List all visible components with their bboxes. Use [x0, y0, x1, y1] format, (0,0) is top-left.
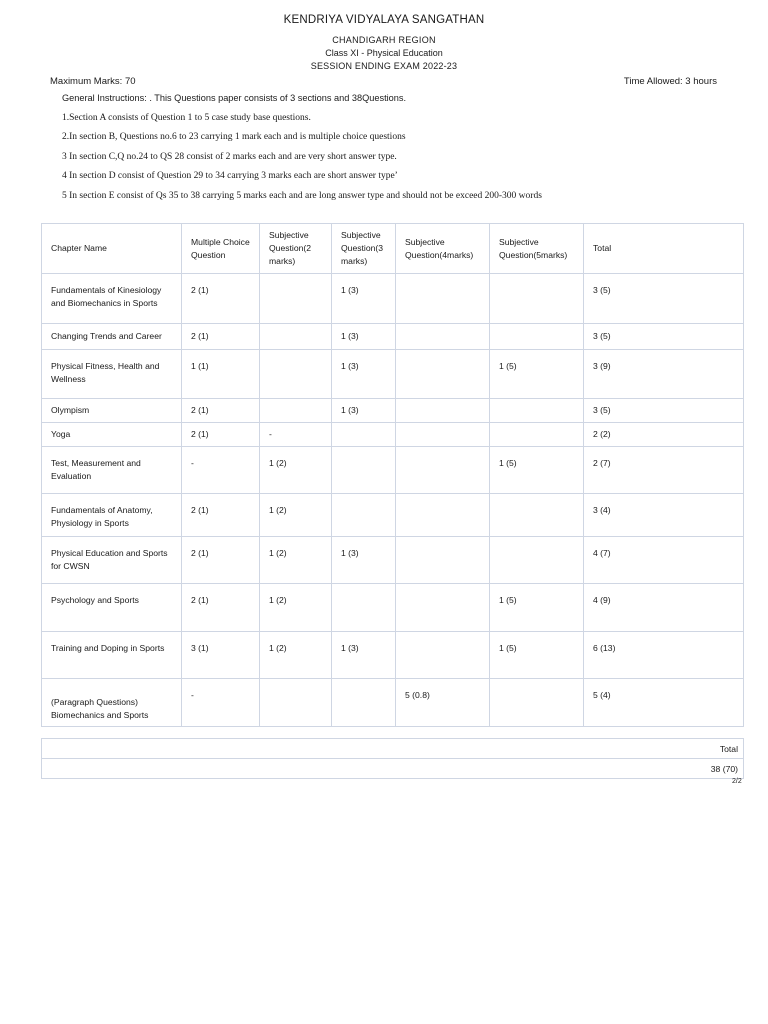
- table-row: [42, 679, 744, 727]
- cell: 3 (1): [182, 632, 260, 679]
- cell: [260, 679, 332, 727]
- org-title: KENDRIYA VIDYALAYA SANGATHAN: [283, 14, 485, 26]
- cell: [490, 399, 584, 423]
- chapter-name: Fundamentals of Kinesiology and Biomechanics in Sports: [42, 274, 182, 324]
- cell: 1 (5): [490, 447, 584, 494]
- cell: [396, 324, 490, 350]
- cell: 2 (1): [182, 399, 260, 423]
- cell: 2 (1): [182, 324, 260, 350]
- cell: 1 (2): [260, 494, 332, 537]
- cell: [396, 423, 490, 447]
- header-total: Total: [584, 224, 744, 274]
- instruction-item: 3 In section C,Q no.24 to QS 28 consist of 2 marks each and are very short answer type.: [62, 152, 397, 162]
- chapter-name: Changing Trends and Career: [42, 324, 182, 350]
- chapter-name: Training and Doping in Sports: [42, 632, 182, 679]
- header-chapter: Chapter Name: [42, 224, 182, 274]
- maximum-marks: Maximum Marks: 70: [50, 76, 136, 87]
- table-row: [42, 632, 744, 679]
- cell: 5 (0.8): [396, 679, 490, 727]
- table-row: [42, 584, 744, 632]
- cell-total: 6 (13): [584, 632, 744, 679]
- chapter-name: (Paragraph Questions) Biomechanics and Sports: [42, 679, 182, 727]
- cell: [490, 324, 584, 350]
- cell: [490, 423, 584, 447]
- cell: 1 (2): [260, 537, 332, 584]
- cell-total: 3 (4): [584, 494, 744, 537]
- exam-title: SESSION ENDING EXAM 2022-23: [310, 61, 458, 71]
- chapter-name: Olympism: [42, 399, 182, 423]
- instruction-item: 5 In section E consist of Qs 35 to 38 carrying 5 marks each and are long answer type and should not be exceed 200-300 words: [62, 191, 542, 201]
- table-row: [42, 399, 744, 423]
- header-2marks: Subjective Question(2 marks): [260, 224, 332, 274]
- instruction-item: 4 In section D consist of Question 29 to 34 carrying 3 marks each are short answer type’: [62, 171, 398, 181]
- cell: [332, 423, 396, 447]
- general-instructions: General Instructions: . This Questions paper consists of 3 sections and 38Questions.: [62, 93, 407, 103]
- table-row: [42, 423, 744, 447]
- cell: [490, 679, 584, 727]
- cell: 2 (1): [182, 274, 260, 324]
- table-row: [42, 324, 744, 350]
- cell: [332, 679, 396, 727]
- cell-total: 3 (5): [584, 324, 744, 350]
- chapter-name: Psychology and Sports: [42, 584, 182, 632]
- chapter-name: Fundamentals of Anatomy, Physiology in Sports: [42, 494, 182, 537]
- header-3marks: Subjective Question(3 marks): [332, 224, 396, 274]
- cell: [396, 632, 490, 679]
- cell-total: 2 (7): [584, 447, 744, 494]
- chapter-name: Physical Education and Sports for CWSN: [42, 537, 182, 584]
- cell: 1 (5): [490, 584, 584, 632]
- cell: 1 (3): [332, 537, 396, 584]
- cell: [490, 537, 584, 584]
- cell: 1 (5): [490, 632, 584, 679]
- region-title: CHANDIGARH REGION: [332, 35, 436, 45]
- instruction-item: 2.In section B, Questions no.6 to 23 carrying 1 mark each and is multiple choice questions: [62, 132, 406, 142]
- cell-total: 3 (9): [584, 350, 744, 399]
- table-row: [42, 494, 744, 537]
- cell: 1 (5): [490, 350, 584, 399]
- cell: 1 (3): [332, 632, 396, 679]
- cell: [490, 274, 584, 324]
- cell-total: 5 (4): [584, 679, 744, 727]
- totals-value: 38 (70): [42, 759, 744, 779]
- totals-label: Total: [42, 739, 744, 759]
- cell: 1 (2): [260, 632, 332, 679]
- cell: 1 (3): [332, 324, 396, 350]
- table-row: [42, 274, 744, 324]
- cell: [396, 537, 490, 584]
- chapter-name: Test, Measurement and Evaluation: [42, 447, 182, 494]
- cell: [490, 494, 584, 537]
- cell: 1 (3): [332, 274, 396, 324]
- blueprint-table: [41, 223, 744, 727]
- header-mcq: Multiple Choice Question: [182, 224, 260, 274]
- time-allowed: Time Allowed: 3 hours: [623, 76, 717, 87]
- cell: [332, 494, 396, 537]
- class-subject: Class XI - Physical Education: [325, 48, 443, 58]
- header-5marks: Subjective Question(5marks): [490, 224, 584, 274]
- totals-table: [41, 738, 744, 779]
- cell: -: [260, 423, 332, 447]
- cell-total: 3 (5): [584, 274, 744, 324]
- cell: [260, 399, 332, 423]
- cell-total: 4 (7): [584, 537, 744, 584]
- totals-value-row: [42, 759, 744, 779]
- cell: [260, 274, 332, 324]
- totals-label-row: [42, 739, 744, 759]
- cell: [260, 350, 332, 399]
- cell: [396, 274, 490, 324]
- cell: [332, 447, 396, 494]
- chapter-name: Yoga: [42, 423, 182, 447]
- cell: [396, 447, 490, 494]
- cell: 1 (3): [332, 350, 396, 399]
- cell: 2 (1): [182, 537, 260, 584]
- cell: 2 (1): [182, 494, 260, 537]
- table-row: [42, 350, 744, 399]
- cell: [396, 584, 490, 632]
- table-header-row: [42, 224, 744, 274]
- cell-total: 4 (9): [584, 584, 744, 632]
- cell: -: [182, 447, 260, 494]
- page-number: 2/2: [732, 778, 742, 785]
- cell: 2 (1): [182, 423, 260, 447]
- table-row: [42, 537, 744, 584]
- cell: [260, 324, 332, 350]
- cell: 1 (2): [260, 447, 332, 494]
- cell: [332, 584, 396, 632]
- cell-total: 2 (2): [584, 423, 744, 447]
- cell: 2 (1): [182, 584, 260, 632]
- instruction-item: 1.Section A consists of Question 1 to 5 case study base questions.: [62, 113, 311, 123]
- table-row: [42, 447, 744, 494]
- cell: 1 (3): [332, 399, 396, 423]
- cell: 1 (1): [182, 350, 260, 399]
- cell: [396, 350, 490, 399]
- header-4marks: Subjective Question(4marks): [396, 224, 490, 274]
- cell-total: 3 (5): [584, 399, 744, 423]
- chapter-name: Physical Fitness, Health and Wellness: [42, 350, 182, 399]
- cell: [396, 399, 490, 423]
- cell: -: [182, 679, 260, 727]
- cell: 1 (2): [260, 584, 332, 632]
- cell: [396, 494, 490, 537]
